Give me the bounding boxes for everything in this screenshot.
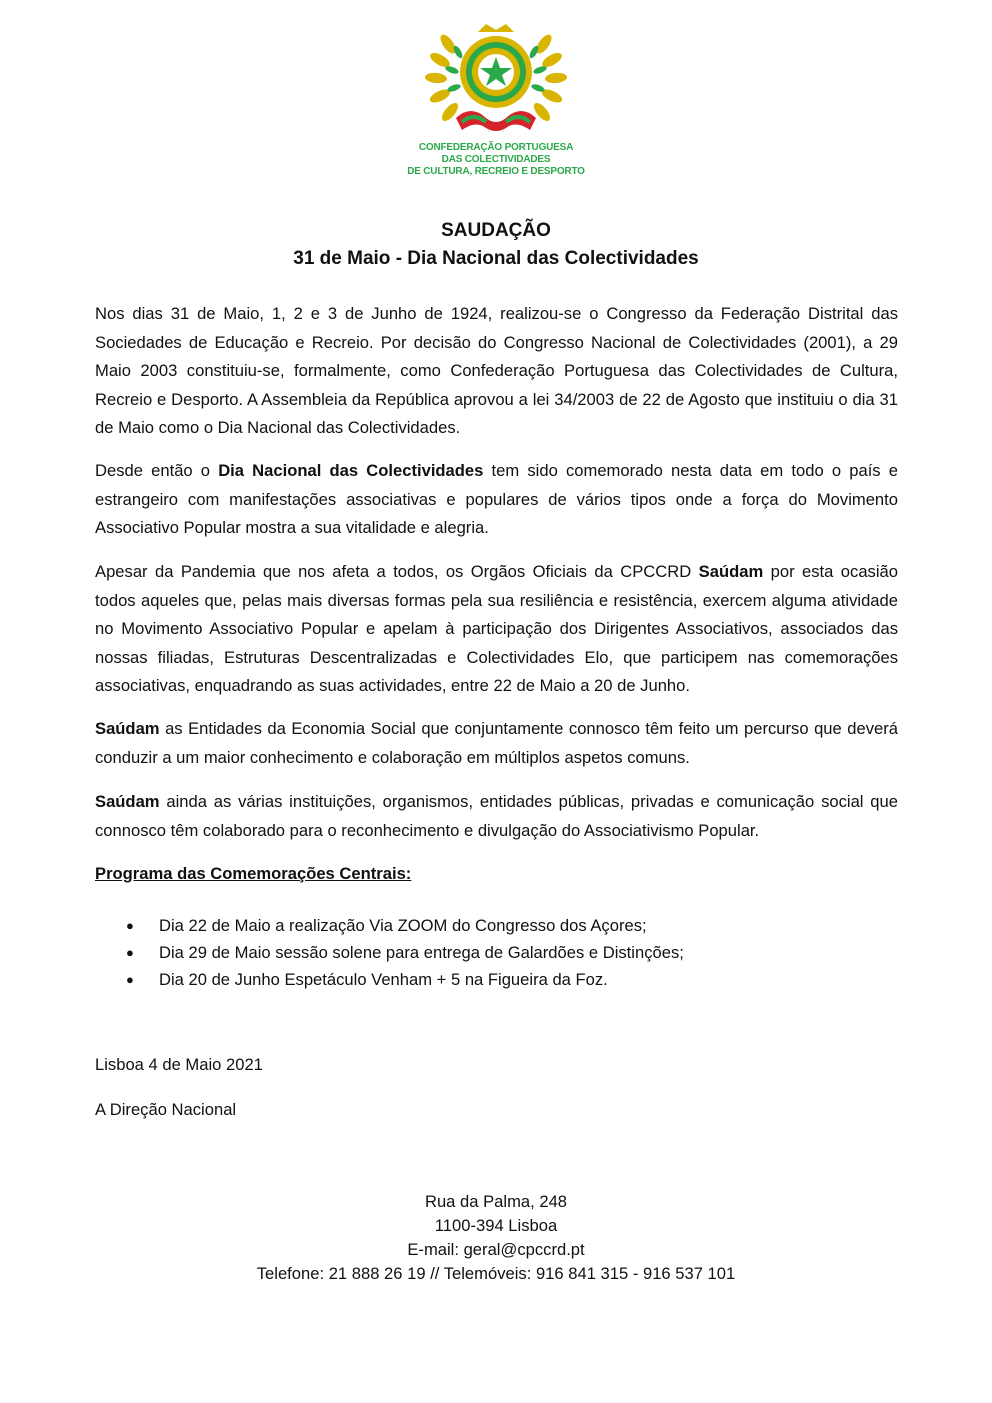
place-date: Lisboa 4 de Maio 2021 — [95, 1055, 263, 1074]
document-title: SAUDAÇÃO — [441, 220, 551, 241]
signatory: A Direção Nacional — [95, 1100, 237, 1119]
paragraph-history: Nos dias 31 de Maio, 1, 2 e 3 de Junho de 1924, realizou-se o Congresso da Federação Distrital das Sociedades de Educação e Recreio. Por decisão do Congresso Nacional de Colectividades (2001), a 29 Maio 2003 constituiu-se, formalmente, como Confederação Portuguesa das Colectividades de Cultura, Recreio e Desporto. A Assembleia da República aprovou a lei 34/2003 de 22 de Agosto que instituiu o dia 31 de Maio como o Dia Nacional das Colectividades. — [95, 304, 898, 437]
logo-text-line-1: CONFEDERAÇÃO PORTUGUESA — [418, 142, 574, 153]
list-item — [95, 939, 898, 966]
list-item-text: Dia 20 de Junho Espetáculo Venham + 5 na Figueira da Foz. — [159, 970, 608, 989]
list-item — [95, 966, 898, 993]
paragraph-text: ainda as várias instituições, organismos, entidades públicas, privadas e comunicação social que connosco têm colaborado para o reconhecimento e divulgação do Associativismo Popular. — [95, 792, 898, 840]
bullet-icon: ● — [126, 972, 134, 987]
bold-phrase: Saúdam — [95, 792, 160, 811]
emblem-icon — [416, 22, 576, 140]
document-subtitle: 31 de Maio - Dia Nacional das Colectividades — [293, 248, 699, 269]
paragraph-text: por esta ocasião todos aqueles que, pelas mais diversas formas pela sua resiliência e resistência, exercem alguma atividade no Movimento Associativo Popular e apelam à participação dos Dirigentes Associativos, associados das nossas filiadas, Estruturas Descentralizadas e Colectividades Elo, que participem nas comemorações associativas, enquadrando as suas actividades, entre 22 de Maio a 20 de Junho. — [95, 562, 898, 695]
paragraph-institutions — [95, 788, 898, 845]
bold-phrase: Dia Nacional das Colectividades — [218, 461, 484, 480]
paragraph-text: Desde então o — [95, 461, 219, 480]
paragraph-pandemic — [95, 558, 898, 701]
program-list — [95, 912, 898, 993]
footer-address: Rua da Palma, 248 — [424, 1192, 568, 1211]
bold-phrase: Saúdam — [95, 719, 160, 738]
list-item-text: Dia 22 de Maio a realização Via ZOOM do Congresso dos Açores; — [159, 916, 647, 935]
paragraph-text: Apesar da Pandemia que nos afeta a todos, os Orgãos Oficiais da CPCCRD — [95, 562, 699, 581]
footer-postcode: 1100-394 Lisboa — [434, 1216, 558, 1235]
logo-text-line-3: DE CULTURA, RECREIO E DESPORTO — [407, 166, 585, 177]
footer-email: E-mail: geral@cpccrd.pt — [407, 1240, 585, 1259]
footer-contact — [0, 1190, 992, 1286]
confederation-logo — [396, 22, 596, 180]
paragraph-text: as Entidades da Economia Social que conjuntamente connosco têm feito um percurso que deverá conduzir a um maior conhecimento e colaboração em múltiplos aspetos comuns. — [95, 719, 898, 767]
logo-text-line-2: DAS COLECTIVIDADES — [441, 154, 551, 165]
paragraph-social-economy — [95, 715, 898, 772]
paragraph-celebration — [95, 457, 898, 543]
footer-phones: Telefone: 21 888 26 19 // Telemóveis: 916 841 315 - 916 537 101 — [256, 1264, 736, 1283]
bullet-icon: ● — [126, 945, 134, 960]
bullet-icon: ● — [126, 918, 134, 933]
paragraph-text: tem sido comemorado nesta data em todo o país e estrangeiro com manifestações associativas e populares de vários tipos onde a força do Movimento Associativo Popular mostra a sua vitalidade e alegria. — [95, 461, 898, 537]
list-item — [95, 912, 898, 939]
bold-phrase: Saúdam — [698, 562, 764, 581]
program-heading: Programa das Comemorações Centrais: — [95, 864, 412, 883]
list-item-text: Dia 29 de Maio sessão solene para entrega de Galardões e Distinções; — [159, 943, 684, 962]
